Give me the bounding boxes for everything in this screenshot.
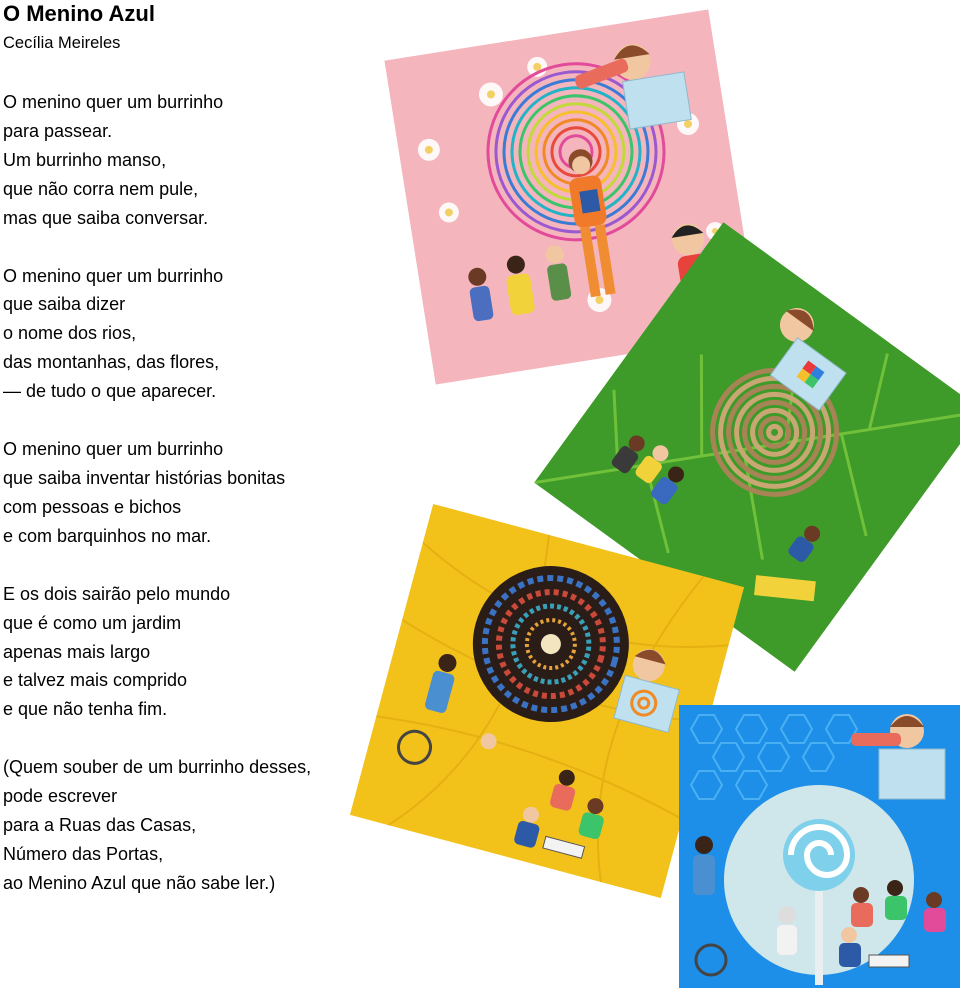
poem-line: com pessoas e bichos (3, 496, 182, 517)
poem-line: e que não tenha fim. (3, 699, 168, 720)
poem-line: Um burrinho manso, (3, 149, 167, 170)
poem-line: pode escrever (3, 786, 118, 807)
poem-line: das montanhas, das flores, (3, 352, 220, 373)
poem-line: E os dois sairão pelo mundo (3, 583, 231, 604)
poem-line: o nome dos rios, (3, 323, 137, 344)
poem-line: e com barquinhos no mar. (3, 525, 212, 546)
poem-line: que é como um jardim (3, 612, 182, 633)
poem-title: O Menino Azul (3, 1, 155, 26)
stanza (3, 753, 383, 898)
poem-line: para passear. (3, 120, 113, 141)
stanza (3, 88, 383, 233)
poem-line: — de tudo o que aparecer. (3, 381, 217, 402)
stanza (3, 580, 383, 725)
stanza (3, 435, 383, 551)
poem-line: O menino quer um burrinho (3, 92, 224, 112)
poem-line: ao Menino Azul que não sabe ler.) (3, 872, 276, 893)
stanza (3, 262, 383, 407)
poem-line: (Quem souber de um burrinho desses, (3, 757, 312, 778)
poem-line: O menino quer um burrinho (3, 439, 224, 460)
poem-body (3, 88, 383, 927)
blue-hexagon-lollipop-illustration (679, 705, 960, 988)
poem-line: Número das Portas, (3, 843, 164, 864)
poem-line: O menino quer um burrinho (3, 265, 224, 286)
poem-line: que saiba dizer (3, 294, 126, 315)
poem-line: apenas mais largo (3, 641, 151, 662)
poem-line: para a Ruas das Casas, (3, 815, 197, 836)
poem-line: que não corra nem pule, (3, 178, 199, 199)
poem-line: que saiba inventar histórias bonitas (3, 467, 286, 488)
poem-author: Cecília Meireles (3, 34, 121, 52)
poem-line: e talvez mais comprido (3, 670, 188, 691)
poem-line: mas que saiba conversar. (3, 207, 209, 228)
